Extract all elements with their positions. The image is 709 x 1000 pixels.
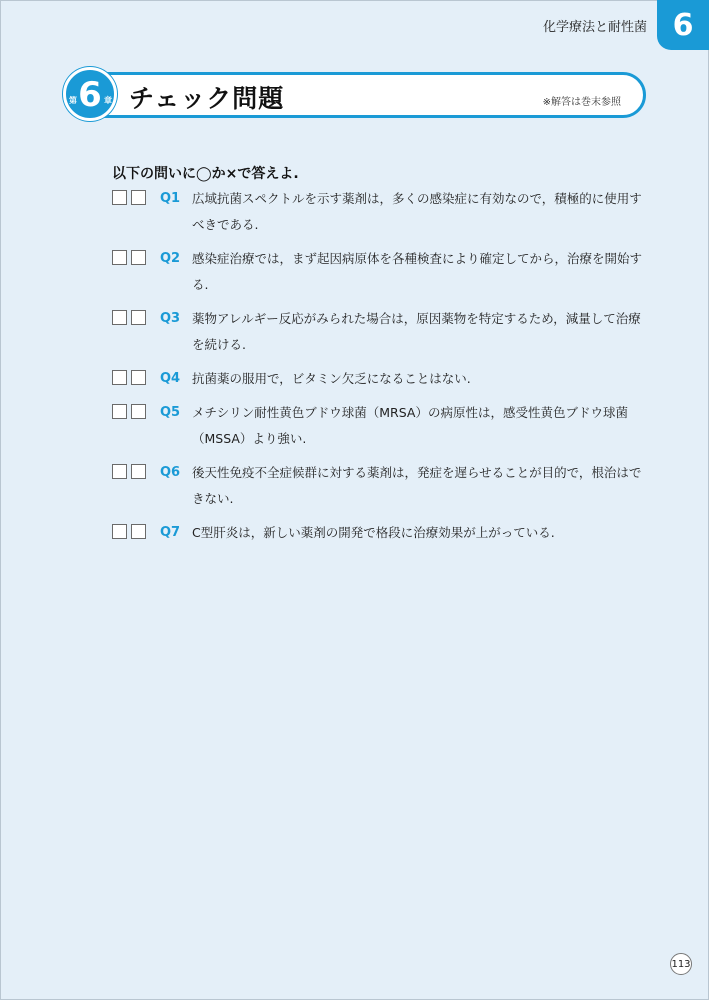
- answer-checkbox[interactable]: [131, 524, 146, 539]
- answer-checkbox[interactable]: [131, 370, 146, 385]
- answer-boxes: [112, 520, 160, 539]
- question-label: Q5: [160, 405, 181, 420]
- answer-checkbox[interactable]: [112, 190, 127, 205]
- question-text: 薬物アレルギー反応がみられた場合は，原因薬物を特定するため，減量して治療を続ける.: [192, 311, 641, 352]
- answer-checkbox[interactable]: [112, 524, 127, 539]
- chapter-number-tab: 6: [657, 0, 709, 50]
- answer-boxes: [112, 366, 160, 385]
- question-text: 抗菌薬の服用で，ビタミン欠乏になることはない.: [192, 371, 471, 386]
- question-text: 後天性免疫不全症候群に対する薬剤は，発症を遅らせることが目的で，根治はできない.: [192, 465, 642, 506]
- question-label: Q3: [160, 311, 181, 326]
- answer-boxes: [112, 186, 160, 205]
- question-text: C型肝炎は，新しい薬剤の開発で格段に治療効果が上がっている.: [192, 525, 555, 540]
- answer-checkbox[interactable]: [131, 190, 146, 205]
- answer-checkbox[interactable]: [131, 404, 146, 419]
- section-banner: [68, 72, 646, 118]
- badge-prefix: 第: [69, 96, 77, 105]
- page-number: 113: [670, 953, 692, 975]
- answer-checkbox[interactable]: [131, 464, 146, 479]
- answer-checkbox[interactable]: [131, 310, 146, 325]
- chapter-badge: [63, 67, 117, 121]
- chapter-header-title: 化学療法と耐性菌: [542, 19, 647, 35]
- answer-checkbox[interactable]: [112, 250, 127, 265]
- question-item: [112, 186, 642, 238]
- answer-note: ※解答は巻末参照: [542, 97, 621, 108]
- answer-checkbox[interactable]: [112, 310, 127, 325]
- chapter-header: [543, 0, 709, 50]
- question-label: Q6: [160, 465, 181, 480]
- answer-checkbox[interactable]: [112, 370, 127, 385]
- answer-checkbox[interactable]: [131, 250, 146, 265]
- answer-boxes: [112, 306, 160, 325]
- question-item: [112, 366, 642, 392]
- question-label: Q1: [160, 191, 181, 206]
- badge-number: 6: [78, 75, 102, 115]
- question-text: 感染症治療では，まず起因病原体を各種検査により確定してから，治療を開始する.: [192, 251, 643, 292]
- answer-boxes: [112, 460, 160, 479]
- badge-suffix: 章: [104, 96, 112, 105]
- question-text: メチシリン耐性黄色ブドウ球菌（MRSA）の病原性は，感受性黄色ブドウ球菌（MSSA）より強い.: [192, 405, 628, 446]
- question-item: [112, 400, 642, 452]
- page-title: チェック問題: [129, 84, 285, 113]
- question-item: [112, 520, 642, 546]
- question-item: [112, 460, 642, 512]
- question-label: Q4: [160, 371, 181, 386]
- answer-boxes: [112, 246, 160, 265]
- question-item: [112, 246, 642, 298]
- question-label: Q2: [160, 251, 181, 266]
- answer-checkbox[interactable]: [112, 404, 127, 419]
- instruction-text: 以下の問いに◯か×で答えよ.: [112, 166, 299, 182]
- question-text: 広域抗菌スペクトルを示す薬剤は，多くの感染症に有効なので，積極的に使用すべきである.: [192, 191, 642, 232]
- answer-boxes: [112, 400, 160, 419]
- answer-checkbox[interactable]: [112, 464, 127, 479]
- question-label: Q7: [160, 525, 181, 540]
- question-list: [112, 186, 642, 554]
- question-item: [112, 306, 642, 358]
